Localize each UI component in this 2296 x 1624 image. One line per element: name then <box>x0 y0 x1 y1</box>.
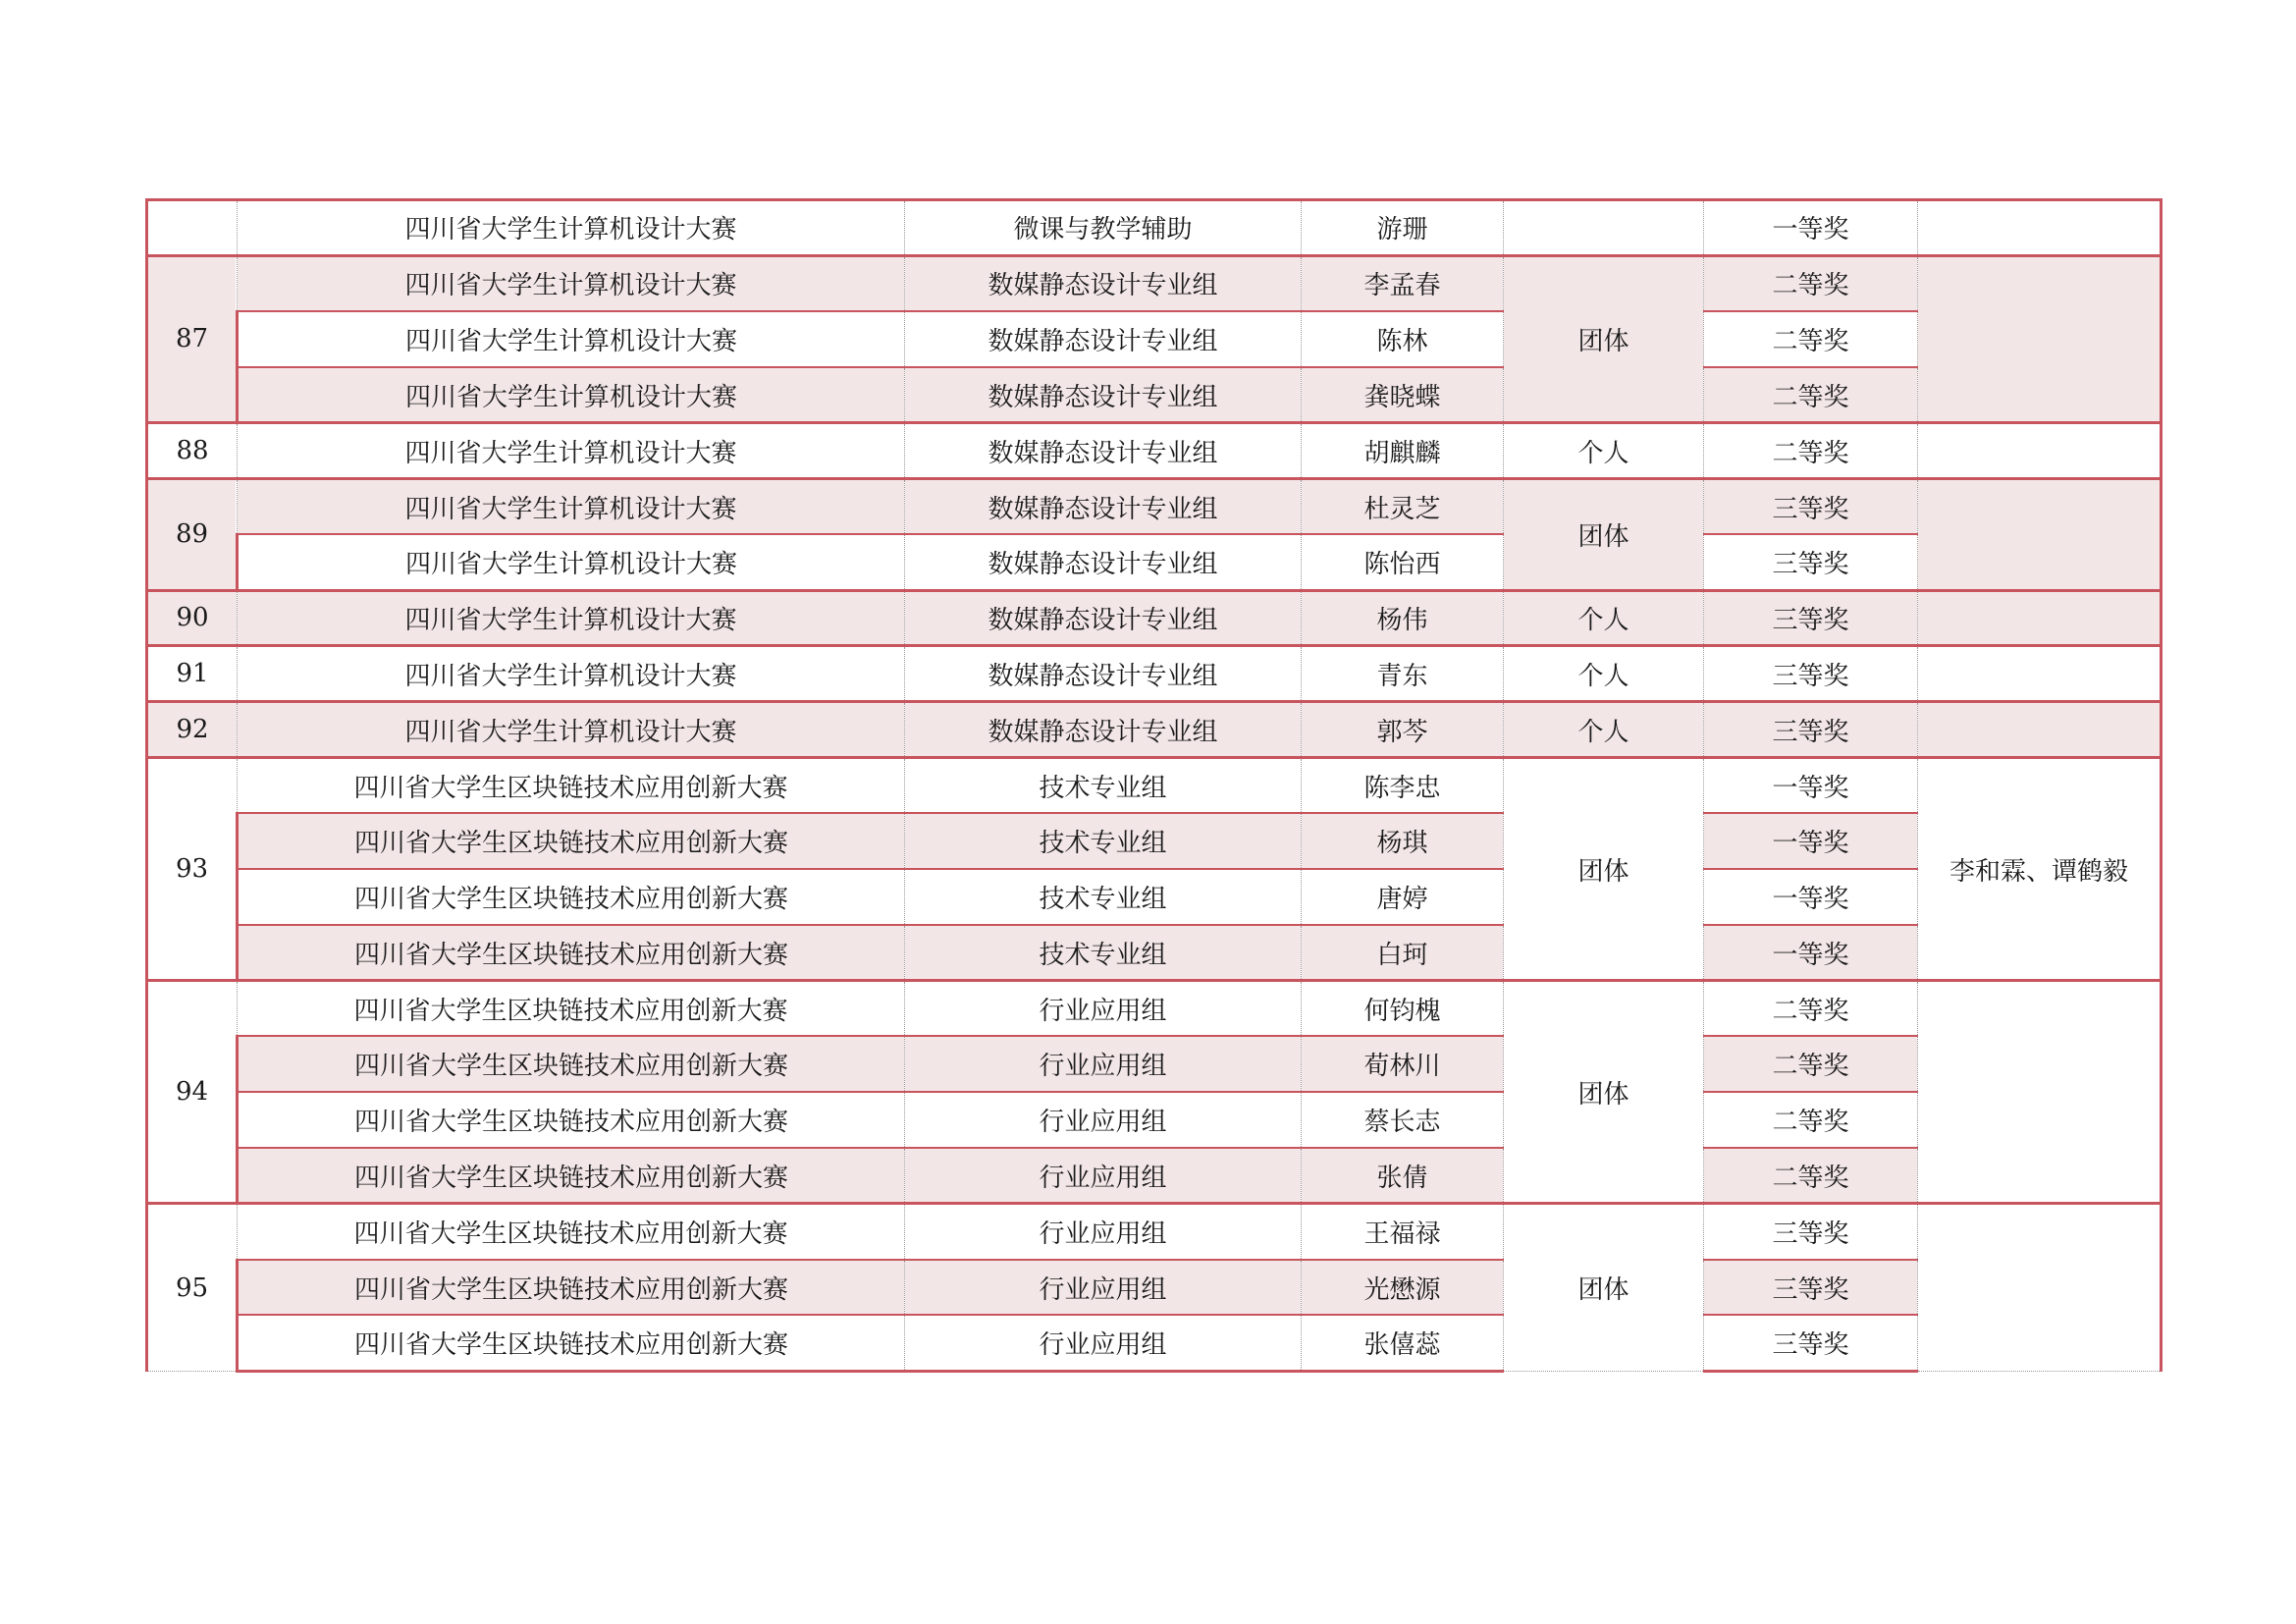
category-cell: 行业应用组 <box>905 1036 1302 1092</box>
competition-cell: 四川省大学生区块链技术应用创新大赛 <box>238 1204 905 1260</box>
table-row <box>147 925 2162 981</box>
competition-cell: 四川省大学生区块链技术应用创新大赛 <box>238 1148 905 1204</box>
table-row <box>147 757 2162 813</box>
category-cell: 数媒静态设计专业组 <box>905 423 1302 479</box>
serial-number-cell: 89 <box>147 478 238 590</box>
student-name-cell: 胡麒麟 <box>1302 423 1504 479</box>
award-level-cell: 三等奖 <box>1704 702 1918 758</box>
serial-number-cell: 92 <box>147 702 238 758</box>
competition-cell: 四川省大学生计算机设计大赛 <box>238 311 905 367</box>
category-cell: 行业应用组 <box>905 1204 1302 1260</box>
entry-type-cell: 团体 <box>1504 478 1704 590</box>
category-cell: 数媒静态设计专业组 <box>905 311 1302 367</box>
entry-type-cell: 团体 <box>1504 757 1704 980</box>
award-level-cell: 一等奖 <box>1704 869 1918 925</box>
category-cell: 行业应用组 <box>905 1148 1302 1204</box>
award-level-cell: 二等奖 <box>1704 423 1918 479</box>
competition-cell: 四川省大学生计算机设计大赛 <box>238 423 905 479</box>
table-row <box>147 1092 2162 1148</box>
student-name-cell: 青东 <box>1302 646 1504 702</box>
table-row <box>147 869 2162 925</box>
award-list-table <box>145 198 2163 1373</box>
table-row <box>147 1204 2162 1260</box>
advisor-note-cell <box>1918 590 2162 646</box>
award-level-cell: 一等奖 <box>1704 925 1918 981</box>
award-group <box>147 255 2162 422</box>
table-row <box>147 1260 2162 1316</box>
award-level-cell: 二等奖 <box>1704 1092 1918 1148</box>
competition-cell: 四川省大学生区块链技术应用创新大赛 <box>238 813 905 869</box>
student-name-cell: 陈怡西 <box>1302 534 1504 590</box>
student-name-cell: 杨伟 <box>1302 590 1504 646</box>
award-level-cell: 一等奖 <box>1704 200 1918 256</box>
student-name-cell: 唐婷 <box>1302 869 1504 925</box>
award-level-cell: 二等奖 <box>1704 367 1918 423</box>
student-name-cell: 张僖蕊 <box>1302 1315 1504 1371</box>
table-row <box>147 367 2162 423</box>
award-group <box>147 478 2162 590</box>
table-row <box>147 478 2162 534</box>
serial-number-cell: 93 <box>147 757 238 980</box>
competition-cell: 四川省大学生计算机设计大赛 <box>238 367 905 423</box>
advisor-note-cell <box>1918 981 2162 1204</box>
award-level-cell: 一等奖 <box>1704 757 1918 813</box>
award-level-cell: 二等奖 <box>1704 981 1918 1037</box>
table-row <box>147 423 2162 479</box>
category-cell: 技术专业组 <box>905 925 1302 981</box>
category-cell: 数媒静态设计专业组 <box>905 478 1302 534</box>
table-row <box>147 1315 2162 1371</box>
serial-number-cell: 94 <box>147 981 238 1204</box>
competition-cell: 四川省大学生计算机设计大赛 <box>238 200 905 256</box>
table-row <box>147 590 2162 646</box>
student-name-cell: 光懋源 <box>1302 1260 1504 1316</box>
award-level-cell: 三等奖 <box>1704 478 1918 534</box>
award-level-cell: 三等奖 <box>1704 1315 1918 1371</box>
category-cell: 数媒静态设计专业组 <box>905 367 1302 423</box>
serial-number-cell: 87 <box>147 255 238 422</box>
advisor-note-cell <box>1918 646 2162 702</box>
competition-cell: 四川省大学生区块链技术应用创新大赛 <box>238 757 905 813</box>
competition-cell: 四川省大学生区块链技术应用创新大赛 <box>238 1092 905 1148</box>
award-level-cell: 二等奖 <box>1704 1036 1918 1092</box>
award-group <box>147 757 2162 980</box>
student-name-cell: 白珂 <box>1302 925 1504 981</box>
table-row <box>147 534 2162 590</box>
table-row <box>147 1148 2162 1204</box>
entry-type-cell: 团体 <box>1504 1204 1704 1371</box>
advisor-note-cell <box>1918 1204 2162 1371</box>
table-row <box>147 311 2162 367</box>
category-cell: 数媒静态设计专业组 <box>905 590 1302 646</box>
category-cell: 数媒静态设计专业组 <box>905 255 1302 311</box>
category-cell: 微课与教学辅助 <box>905 200 1302 256</box>
student-name-cell: 李孟春 <box>1302 255 1504 311</box>
award-group <box>147 200 2162 256</box>
student-name-cell: 蔡长志 <box>1302 1092 1504 1148</box>
advisor-note-cell <box>1918 255 2162 422</box>
table-row <box>147 1036 2162 1092</box>
student-name-cell: 游珊 <box>1302 200 1504 256</box>
award-level-cell: 三等奖 <box>1704 590 1918 646</box>
student-name-cell: 龚晓蝶 <box>1302 367 1504 423</box>
competition-cell: 四川省大学生计算机设计大赛 <box>238 478 905 534</box>
category-cell: 行业应用组 <box>905 981 1302 1037</box>
student-name-cell: 杨琪 <box>1302 813 1504 869</box>
table-row <box>147 813 2162 869</box>
competition-cell: 四川省大学生计算机设计大赛 <box>238 534 905 590</box>
award-level-cell: 二等奖 <box>1704 255 1918 311</box>
award-group <box>147 1204 2162 1371</box>
competition-cell: 四川省大学生区块链技术应用创新大赛 <box>238 869 905 925</box>
competition-cell: 四川省大学生区块链技术应用创新大赛 <box>238 1260 905 1316</box>
category-cell: 技术专业组 <box>905 813 1302 869</box>
award-level-cell: 三等奖 <box>1704 646 1918 702</box>
student-name-cell: 王福禄 <box>1302 1204 1504 1260</box>
award-level-cell: 三等奖 <box>1704 1260 1918 1316</box>
student-name-cell: 陈林 <box>1302 311 1504 367</box>
category-cell: 数媒静态设计专业组 <box>905 534 1302 590</box>
advisor-note-cell: 李和霖、谭鹤毅 <box>1918 757 2162 980</box>
award-group <box>147 981 2162 1204</box>
serial-number-cell <box>147 200 238 256</box>
entry-type-cell <box>1504 200 1704 256</box>
advisor-note-cell <box>1918 702 2162 758</box>
category-cell: 数媒静态设计专业组 <box>905 646 1302 702</box>
award-group <box>147 702 2162 758</box>
student-name-cell: 荀林川 <box>1302 1036 1504 1092</box>
entry-type-cell: 团体 <box>1504 981 1704 1204</box>
serial-number-cell: 88 <box>147 423 238 479</box>
advisor-note-cell <box>1918 478 2162 590</box>
competition-cell: 四川省大学生计算机设计大赛 <box>238 255 905 311</box>
advisor-note-cell <box>1918 200 2162 256</box>
category-cell: 行业应用组 <box>905 1092 1302 1148</box>
competition-cell: 四川省大学生区块链技术应用创新大赛 <box>238 981 905 1037</box>
category-cell: 数媒静态设计专业组 <box>905 702 1302 758</box>
entry-type-cell: 团体 <box>1504 255 1704 422</box>
entry-type-cell: 个人 <box>1504 590 1704 646</box>
award-level-cell: 三等奖 <box>1704 534 1918 590</box>
table-row <box>147 200 2162 256</box>
student-name-cell: 杜灵芝 <box>1302 478 1504 534</box>
competition-cell: 四川省大学生区块链技术应用创新大赛 <box>238 1036 905 1092</box>
competition-cell: 四川省大学生计算机设计大赛 <box>238 590 905 646</box>
table-row <box>147 646 2162 702</box>
award-group <box>147 423 2162 479</box>
award-level-cell: 二等奖 <box>1704 311 1918 367</box>
student-name-cell: 张倩 <box>1302 1148 1504 1204</box>
category-cell: 技术专业组 <box>905 869 1302 925</box>
award-group <box>147 646 2162 702</box>
student-name-cell: 郭芩 <box>1302 702 1504 758</box>
table-row <box>147 702 2162 758</box>
table-row <box>147 255 2162 311</box>
serial-number-cell: 95 <box>147 1204 238 1371</box>
serial-number-cell: 91 <box>147 646 238 702</box>
entry-type-cell: 个人 <box>1504 702 1704 758</box>
competition-cell: 四川省大学生计算机设计大赛 <box>238 702 905 758</box>
competition-cell: 四川省大学生区块链技术应用创新大赛 <box>238 925 905 981</box>
category-cell: 行业应用组 <box>905 1315 1302 1371</box>
category-cell: 技术专业组 <box>905 757 1302 813</box>
advisor-note-cell <box>1918 423 2162 479</box>
award-level-cell: 一等奖 <box>1704 813 1918 869</box>
award-level-cell: 二等奖 <box>1704 1148 1918 1204</box>
award-level-cell: 三等奖 <box>1704 1204 1918 1260</box>
competition-cell: 四川省大学生计算机设计大赛 <box>238 646 905 702</box>
entry-type-cell: 个人 <box>1504 646 1704 702</box>
entry-type-cell: 个人 <box>1504 423 1704 479</box>
category-cell: 行业应用组 <box>905 1260 1302 1316</box>
student-name-cell: 何钧槐 <box>1302 981 1504 1037</box>
serial-number-cell: 90 <box>147 590 238 646</box>
competition-cell: 四川省大学生区块链技术应用创新大赛 <box>238 1315 905 1371</box>
award-group <box>147 590 2162 646</box>
student-name-cell: 陈李忠 <box>1302 757 1504 813</box>
table-row <box>147 981 2162 1037</box>
